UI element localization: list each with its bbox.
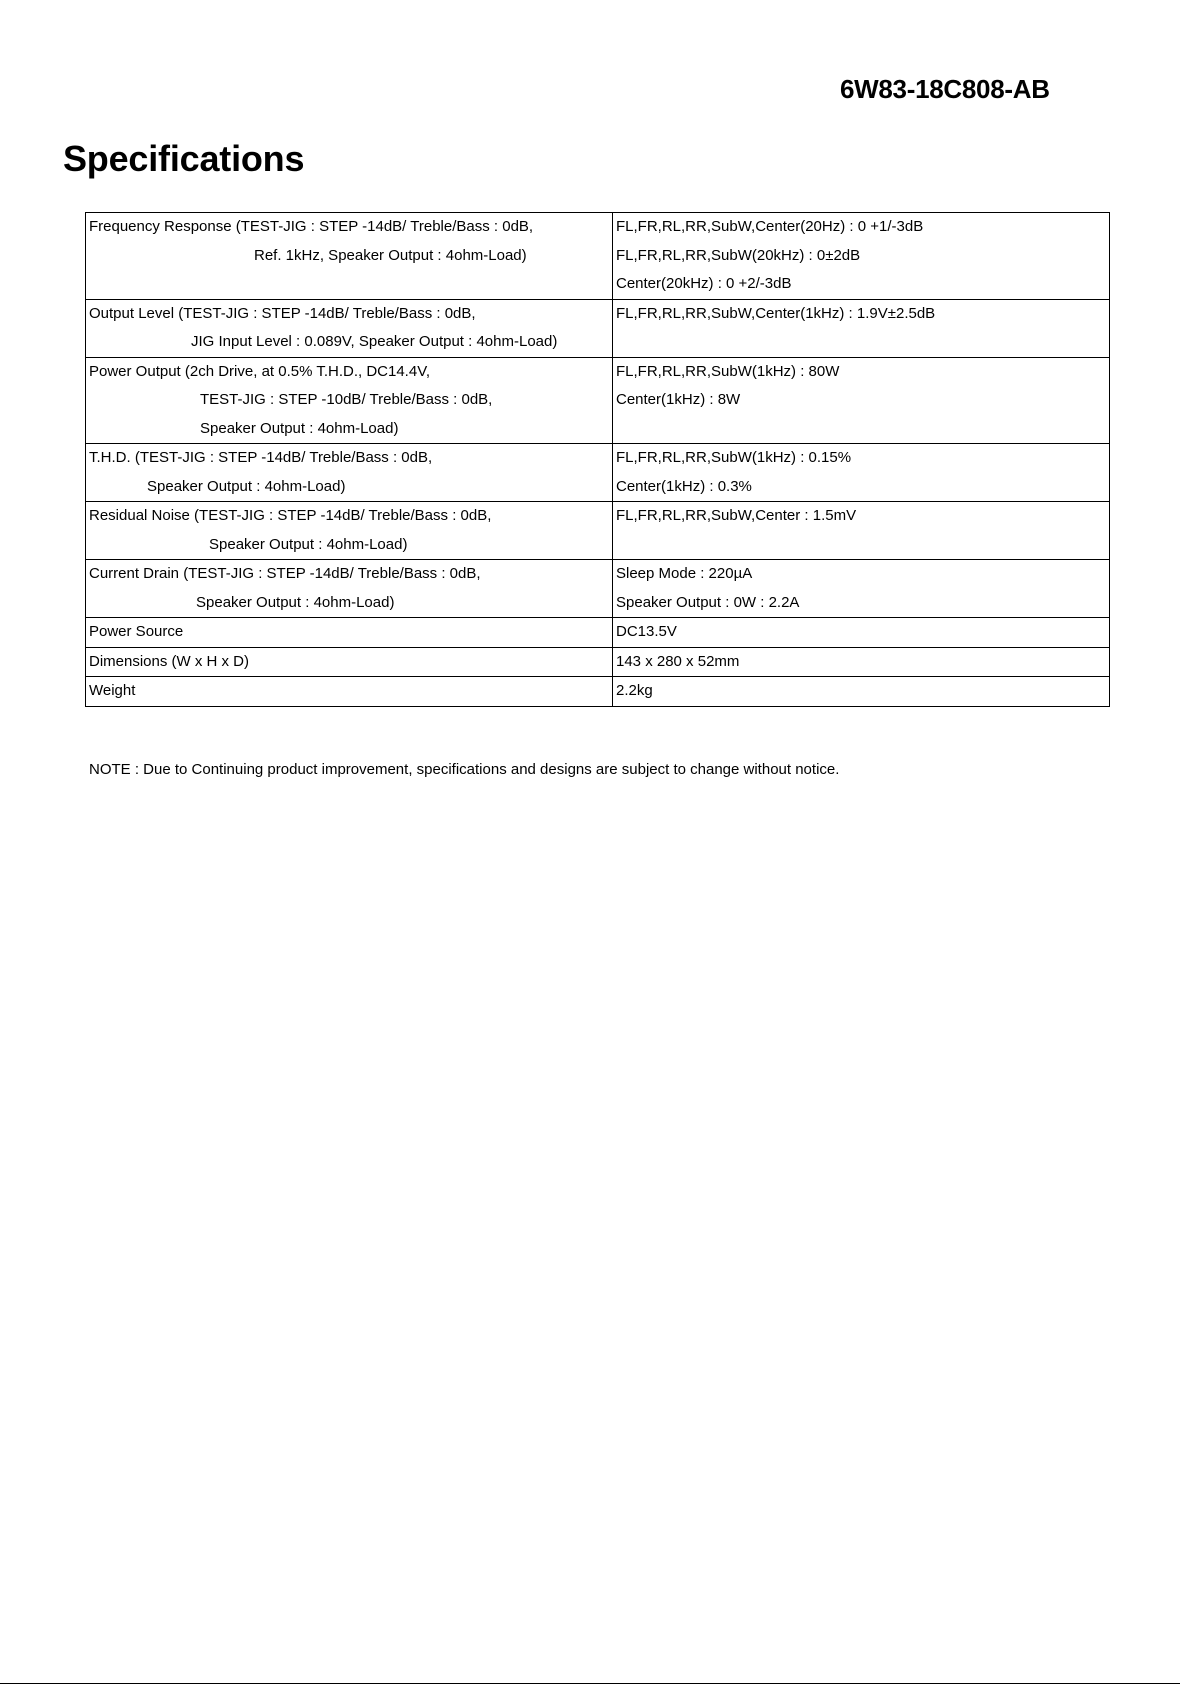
spec-parameter-cell (86, 560, 613, 618)
spec-value-line: Center(20kHz) : 0 +2/-3dB (616, 275, 792, 292)
spec-parameter-cell (86, 444, 613, 502)
spec-value-line (616, 415, 1106, 444)
table-row (86, 677, 1110, 707)
spec-value-cell (613, 213, 1110, 300)
table-row (86, 444, 1110, 502)
table-row (86, 213, 1110, 300)
spec-parameter-line: Residual Noise (TEST-JIG : STEP -14dB/ Treble/Bass : 0dB, (89, 507, 492, 524)
spec-parameter-cell (86, 299, 613, 357)
spec-parameter-line: Weight (89, 682, 136, 699)
spec-value-line: FL,FR,RL,RR,SubW(20kHz) : 0±2dB (616, 246, 861, 264)
table-row (86, 299, 1110, 357)
table-row (86, 560, 1110, 618)
spec-parameter-line: Current Drain (TEST-JIG : STEP -14dB/ Treble/Bass : 0dB, (89, 565, 481, 582)
spec-value-line: FL,FR,RL,RR,SubW,Center(1kHz) : 1.9V±2.5dB (616, 304, 936, 322)
spec-value-cell (613, 560, 1110, 618)
specifications-table (85, 212, 1110, 707)
spec-parameter-line: Speaker Output : 4ohm-Load) (196, 593, 395, 611)
spec-parameter-line: Speaker Output : 4ohm-Load) (209, 535, 408, 553)
spec-parameter-line: TEST-JIG : STEP -10dB/ Treble/Bass : 0dB, (200, 391, 493, 408)
document-id: 6W83-18C808-AB (840, 74, 1050, 104)
spec-value-line (616, 531, 1106, 560)
spec-parameter-line: Ref. 1kHz, Speaker Output : 4ohm-Load) (254, 246, 527, 264)
spec-value-cell (613, 299, 1110, 357)
spec-value-cell (613, 444, 1110, 502)
spec-parameter-line: Speaker Output : 4ohm-Load) (200, 419, 399, 437)
spec-value-line: Speaker Output : 0W : 2.2A (616, 593, 800, 611)
spec-parameter-line: Output Level (TEST-JIG : STEP -14dB/ Treble/Bass : 0dB, (89, 304, 476, 322)
spec-parameter-line: Frequency Response (TEST-JIG : STEP -14dB/ Treble/Bass : 0dB, (89, 218, 534, 235)
spec-parameter-cell (86, 502, 613, 560)
page-bottom-rule (0, 1683, 1180, 1684)
spec-value-line: FL,FR,RL,RR,SubW,Center(20Hz) : 0 +1/-3dB (616, 218, 924, 235)
table-row (86, 357, 1110, 444)
spec-value-cell (613, 677, 1110, 707)
spec-value-line: Center(1kHz) : 0.3% (616, 477, 752, 495)
spec-value-line (616, 328, 1106, 357)
spec-value-line: FL,FR,RL,RR,SubW(1kHz) : 80W (616, 362, 840, 380)
spec-parameter-cell (86, 677, 613, 707)
spec-value-line: Sleep Mode : 220µA (616, 565, 753, 582)
spec-parameter-line: Dimensions (W x H x D) (89, 652, 250, 670)
spec-value-line: Center(1kHz) : 8W (616, 391, 741, 408)
table-row (86, 647, 1110, 677)
spec-value-line: 143 x 280 x 52mm (616, 652, 740, 670)
spec-value-cell (613, 618, 1110, 648)
spec-parameter-cell (86, 647, 613, 677)
spec-value-line: 2.2kg (616, 682, 653, 699)
spec-value-line: DC13.5V (616, 623, 677, 640)
spec-parameter-cell (86, 357, 613, 444)
spec-parameter-line (89, 270, 609, 299)
spec-parameter-line: Power Source (89, 623, 184, 640)
spec-value-line: FL,FR,RL,RR,SubW(1kHz) : 0.15% (616, 449, 852, 466)
spec-parameter-line: Power Output (2ch Drive, at 0.5% T.H.D., DC14.4V, (89, 362, 430, 380)
spec-value-line: FL,FR,RL,RR,SubW,Center : 1.5mV (616, 507, 857, 524)
table-row (86, 618, 1110, 648)
spec-parameter-line: JIG Input Level : 0.089V, Speaker Output : 4ohm-Load) (191, 333, 558, 350)
page-title: Specifications (63, 138, 305, 179)
spec-parameter-cell (86, 213, 613, 300)
spec-parameter-line: Speaker Output : 4ohm-Load) (147, 477, 346, 495)
table-row (86, 502, 1110, 560)
spec-value-cell (613, 647, 1110, 677)
spec-value-cell (613, 502, 1110, 560)
spec-parameter-cell (86, 618, 613, 648)
spec-parameter-line: T.H.D. (TEST-JIG : STEP -14dB/ Treble/Bass : 0dB, (89, 449, 433, 466)
disclaimer-note: NOTE : Due to Continuing product improvement, specifications and designs are subject to change without notice. (89, 761, 840, 778)
spec-value-cell (613, 357, 1110, 444)
